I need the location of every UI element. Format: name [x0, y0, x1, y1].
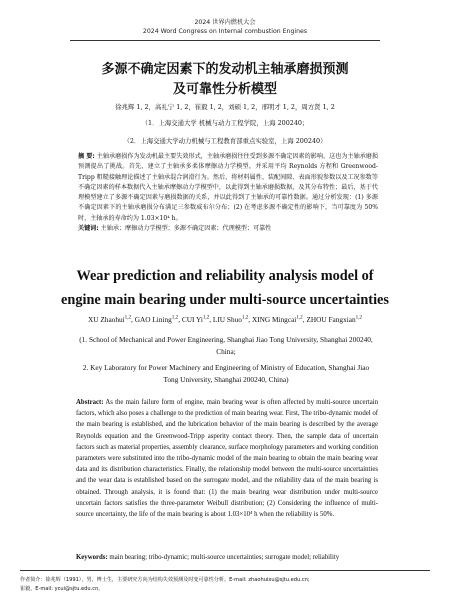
header-line-cn: 2024 世界内燃机大会	[194, 19, 256, 26]
author-affiliation-mark: 1,2	[241, 314, 249, 321]
english-abstract-label: Abstract:	[76, 399, 104, 406]
chinese-abstract	[78, 152, 378, 224]
footnote-line-1: 作者简介：徐兆辉（1991），男，博士生，主要研究方向为结构失效预测及时变可靠性分析。E-mail: zhaohuixu@sjtu.edu.cn;	[20, 577, 310, 583]
header-divider	[70, 40, 380, 41]
running-header	[0, 18, 450, 36]
chinese-title-line2: 及可靠性分析模型	[172, 82, 277, 97]
english-keywords-label: Keywords:	[76, 554, 108, 561]
footnote-line-2: 崔毅，E-mail: ycui@sjtu.edu.cn。	[20, 585, 104, 592]
english-title-line1: Wear prediction and reliability analysis model of	[76, 268, 374, 284]
author-affiliation-mark: 1,2	[355, 314, 363, 321]
author-affiliation-mark: 1,2	[171, 314, 179, 321]
author-name: CUI Yi	[181, 315, 203, 324]
header-line-en: 2024 Word Congress on Internal combustion Engines	[142, 28, 308, 35]
author-affiliation-mark: 1,2	[124, 314, 132, 321]
english-title-line2: engine main bearing under multi-source uncertainties	[61, 292, 389, 308]
author-affiliation-mark: 1,2	[296, 314, 303, 321]
english-abstract-text: As the main failure form of engine, main bearing wear is often affected by multi-source uncertain factors, which also poses a challenge to the prediction of main bearing wear. First, The tribo-dynamic model of the main bearing is established, and the lubrication behavior of the main bearing is described by the average Reynolds equation and the Greenwood-Tripp asperity contact theory. Then, the sample data of uncertain factors such as material properties, assembly clearance, surface morphology parameters and working condition parameters were substituted into the tribo-dynamic model of the main bearing to obtain the main bearing wear data and its distribution characteristics. Finally, the relationship model between the multi-source uncertainties and the wear data is established based on the surrogate model, and the reliability data of the main bearing is obtained. Through analysis, it is found that: (1) the main bearing wear distribution under multi-source uncertain factors satisfies the three-parameter Weibull distribution; (2) Considering the influence of multi-source uncertainty, the life of the main bearing is about 1.03×10⁴ h when the reliability is 50%.	[76, 399, 379, 519]
chinese-abstract-block	[78, 152, 378, 234]
author-name: GAO Lining	[134, 315, 172, 324]
chinese-keywords-text: 主轴承；摩擦动力学模型；多源不确定因素；代理模型；可靠性	[100, 225, 272, 233]
english-keywords-text: main bearing; tribo-dynamic; multi-source uncertainties; surrogate model; reliability	[109, 554, 340, 561]
chinese-affiliation-1: （1．上海交通大学 机械与动力工程学院，上海 200240；	[141, 119, 309, 127]
author-name: ZHOU Fangxian	[306, 315, 356, 324]
chinese-title-line1: 多源不确定因素下的发动机主轴承磨损预测	[101, 62, 349, 77]
english-affiliation-1: (1. School of Mechanical and Power Engineering, Shanghai Jiao Tong University, Shanghai 200240, China;	[79, 335, 373, 356]
author-name: LIU Shuo	[212, 315, 242, 324]
english-affiliation-2: 2. Key Laboratory for Power Machinery and Engineering of Ministry of Education, Shanghai Jiao Tong University, Shanghai 200240, China)	[82, 363, 370, 384]
english-keywords	[76, 554, 386, 561]
chinese-abstract-label: 摘 要:	[78, 153, 95, 160]
chinese-keywords-label: 关键词:	[78, 225, 99, 233]
chinese-keywords	[78, 224, 378, 234]
chinese-authors: 徐兆辉 1, 2，高礼宁 1, 2，崔毅 1, 2，刘硕 1, 2，邢明才 1, 2，周方贤 1, 2	[115, 103, 335, 111]
chinese-title	[0, 60, 450, 100]
chinese-affiliation-2: （2．上海交通大学动力机械与工程教育部重点实验室，上海 200240）	[123, 137, 327, 145]
english-authors: XU Zhaohui$^{1,2}$, GAO Lining$^{1,2}$, CUI Yi$^{1,2}$, LIU Shuo$^{1,2}$, XING Mingcai$^{1,2}$, ZHOU Fangxian$^{1,2}$	[87, 314, 363, 324]
footnote-divider	[20, 570, 430, 571]
english-title	[0, 264, 450, 312]
author-name: XU Zhaohui	[87, 315, 125, 324]
author-footnote	[20, 576, 440, 593]
chinese-abstract-text: 主轴承磨损作为发动机最主要失效形式，主轴承磨损往往受到多源不确定因素的影响，这也为主轴承磨损预测提出了挑战。首先，建立了主轴承多柔体摩擦动力学模型，并采用平均 Reynolds 方程和 Greenwood-Tripp 粗糙接触理论描述了主轴承混合润滑行为。然后，将材料属性、装配间隙、表面形貌参数以及工况参数等不确定因素的样本数据代入主轴承摩擦动力学模型中，以此得到主轴承磨损数据，及其分布特性；最后，基于代理模型建立了多源不确定因素与磨损数据的关系，并以此得到了主轴承的可靠性数据。通过分析发现：(1) 多源不确定因素下的主轴承磨损分布满足三参数威布尔分布；(2) 在考虑多源不确定性的影响下，当可靠度为 50% 时，主轴承的寿命约为 1.03×10⁴ h。	[78, 153, 379, 222]
author-name: XING Mingcai	[251, 315, 297, 324]
english-abstract	[76, 397, 378, 520]
author-affiliation-mark: 1,2	[202, 314, 210, 321]
